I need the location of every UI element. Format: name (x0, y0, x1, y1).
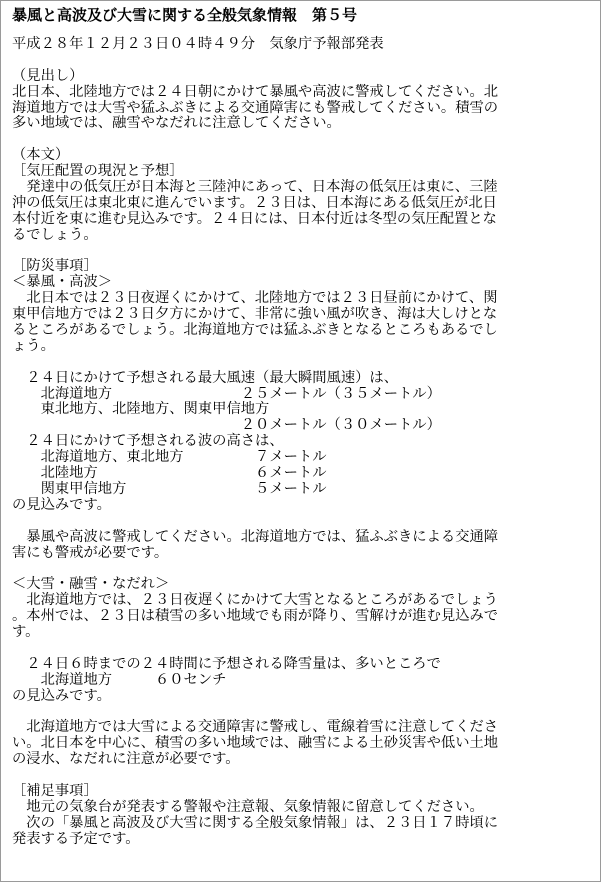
body-line: 北日本では２３日夜遅くにかけて、北陸地方では２３日昼前にかけて、関 (12, 290, 498, 307)
body-line (12, 561, 594, 577)
body-line: 東北地方、北陸地方、関東甲信地方 (12, 401, 270, 418)
body-line: の見込みです。 (12, 687, 111, 704)
body-line: ［気圧配置の現況と予想］ (12, 163, 184, 180)
body-line: 。本州では、２３日は積雪の多い地域でも雨が降り、雪解けが進む見込みで (12, 608, 499, 625)
body-line: 本付近を東に進む見込みです。２４日には、日本付近は冬型の気圧配置とな (12, 210, 497, 227)
body-line: ［防災事項］ (12, 258, 98, 275)
body-line: ［補足事項］ (12, 782, 98, 799)
body-line: 海道地方では大雪や猛ふぶきによる交通障害にも警戒してください。積雪の (12, 99, 499, 116)
body-line: ＜大雪・融雪・なだれ＞ (12, 576, 170, 593)
body-line: の浸水、なだれに注意が必要です。 (12, 751, 240, 768)
body-line: 東甲信地方では２３日夕方にかけて、非常に強い風が吹き、海は大しけとな (12, 306, 498, 323)
body-line: ２４日６時までの２４時間に予想される降雪量は、多いところで (12, 655, 441, 672)
body-line: 北海道地方では大雪による交通障害に警戒し、電線着雪に注意してくださ (12, 719, 499, 736)
body-line: 北日本、北陸地方では２４日朝にかけて暴風や高波に警戒してください。北 (12, 83, 499, 100)
body-line: 北海道地方、東北地方 ７メートル (12, 449, 327, 466)
body-line: ょう。 (12, 337, 55, 354)
body-line: るでしょう。 (12, 226, 98, 243)
body-line: ２４日にかけて予想される波の高さは、 (12, 433, 284, 450)
body-line (12, 641, 594, 657)
body-line: ２４日にかけて予想される最大風速（最大瞬間風速）は、 (12, 369, 399, 386)
body-line: 平成２８年１２月２３日０４時４９分 気象庁予報部発表 (12, 36, 384, 52)
document-body (12, 37, 594, 847)
body-line (12, 768, 594, 784)
body-line: 暴風や高波に警戒してください。北海道地方では、猛ふぶきによる交通障 (12, 528, 499, 545)
body-line: 北海道地方 ２５メートル（３５メートル） (12, 385, 441, 402)
document-title: 暴風と高波及び大雪に関する全般気象情報 第５号 (12, 6, 358, 24)
body-line: 害にも警戒が必要です。 (12, 544, 169, 561)
body-line: （本文） (12, 147, 70, 164)
body-line: 多い地域では、融雪やなだれに注意してください。 (12, 115, 341, 132)
body-line: 地元の気象台が発表する警報や注意報、気象情報に留意してください。 (12, 798, 484, 815)
body-line (12, 704, 594, 720)
body-line: （見出し） (12, 67, 84, 84)
body-line: 北陸地方 ６メートル (12, 465, 327, 482)
body-line: 北海道地方 ６０センチ (12, 671, 227, 688)
body-line (12, 355, 594, 371)
body-line: 発表する予定です。 (12, 830, 140, 847)
body-line: 関東甲信地方 ５メートル (12, 480, 327, 497)
body-line: ２０メートル（３０メートル） (12, 417, 441, 434)
body-line: るところがあるでしょう。北海道地方では猛ふぶきとなるところもあるでし (12, 322, 498, 339)
body-line: 北海道地方では、２３日夜遅くにかけて大雪となるところがあるでしょう (12, 592, 498, 609)
body-line: の見込みです。 (12, 496, 111, 513)
body-line: い。北日本を中心に、積雪の多い地域では、融雪による土砂災害や低い土地 (12, 735, 499, 752)
body-line (12, 514, 594, 530)
body-line: 沖の低気圧は東北東に進んでいます。２３日は、日本海にある低気圧が北日 (12, 194, 497, 211)
body-line (12, 53, 594, 69)
body-line: す。 (12, 623, 40, 640)
body-line: ＜暴風・高波＞ (12, 274, 113, 291)
body-line: 次の「暴風と高波及び大雪に関する全般気象情報」は、２３日１７時頃に (12, 814, 499, 831)
body-line: 発達中の低気圧が日本海と三陸沖にあって、日本海の低気圧は東に、三陸 (12, 179, 498, 196)
body-line (12, 132, 594, 148)
body-line (12, 244, 594, 260)
